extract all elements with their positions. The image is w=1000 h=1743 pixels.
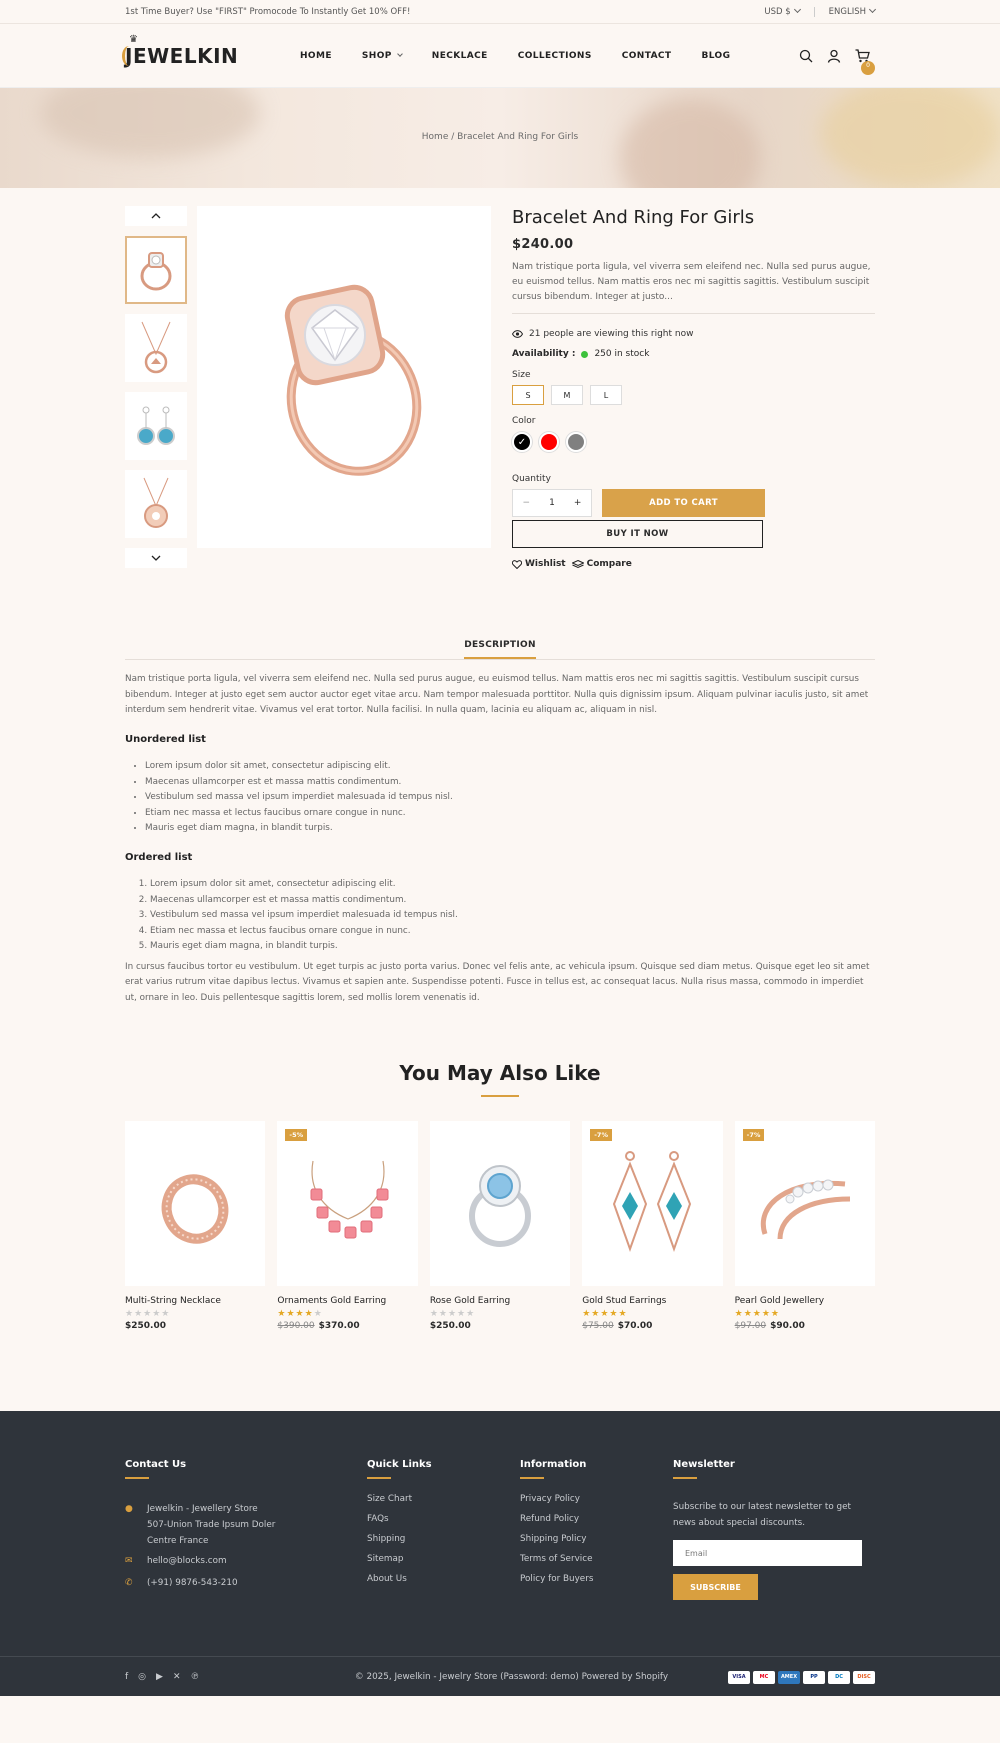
- footer: [0, 1411, 1000, 1696]
- product-card-image[interactable]: [277, 1121, 417, 1286]
- subscribe-button[interactable]: SUBSCRIBE: [673, 1574, 758, 1600]
- promo-text: 1st Time Buyer? Use "FIRST" Promocode To Instantly Get 10% OFF!: [125, 7, 411, 17]
- color-swatch-gray[interactable]: [566, 432, 586, 452]
- viewers-notice: 21 people are viewing this right now: [512, 329, 875, 339]
- footer-quick-links: [367, 1459, 520, 1600]
- product-card-image[interactable]: [430, 1121, 570, 1286]
- size-option-m[interactable]: M: [551, 385, 583, 405]
- thumbs-down-button[interactable]: [125, 548, 187, 568]
- product-card-image[interactable]: [582, 1121, 722, 1286]
- footer-link[interactable]: Shipping: [367, 1534, 406, 1544]
- search-icon[interactable]: [799, 49, 813, 63]
- list-item: • Lorem ipsum dolor sit amet, consectetur adipiscing elit.: [145, 759, 875, 775]
- copyright-text: © 2025, Jewelkin - Jewelry Store (Password: demo) Powered by Shopify: [354, 1672, 669, 1682]
- product-info: [512, 206, 875, 569]
- footer-heading: Newsletter: [673, 1459, 735, 1470]
- nav-necklace[interactable]: NECKLACE: [431, 51, 488, 61]
- product-price: $240.00: [512, 237, 574, 252]
- availability: Availability : 250 in stock: [512, 349, 650, 359]
- description-content: [125, 672, 875, 1006]
- product-card[interactable]: [582, 1121, 722, 1331]
- list-item: 5. Mauris eget diam magna, in blandit turpis.: [150, 939, 875, 955]
- footer-link[interactable]: Sitemap: [367, 1554, 404, 1564]
- footer-heading: Information: [520, 1459, 587, 1470]
- currency-selector[interactable]: USD $: [764, 7, 799, 17]
- list-item: • Vestibulum sed massa vel ipsum imperdiet malesuada id tempus nisl.: [145, 790, 875, 806]
- rating-stars: [430, 1309, 570, 1319]
- nav-shop[interactable]: SHOP: [362, 51, 402, 61]
- product-section: [125, 206, 875, 569]
- star-icon: ★★★★★: [734, 1309, 780, 1319]
- instagram-icon[interactable]: ◎: [138, 1672, 147, 1682]
- product-title: Bracelet And Ring For Girls: [512, 207, 755, 228]
- related-title: You May Also Like: [399, 1061, 601, 1085]
- thumbnail-ring[interactable]: [125, 236, 187, 304]
- product-card-price: $75.00 $70.00: [582, 1321, 653, 1331]
- size-option-l[interactable]: L: [590, 385, 622, 405]
- chevron-down-icon: [869, 6, 876, 13]
- footer-link[interactable]: Shipping Policy: [520, 1534, 587, 1544]
- facebook-icon[interactable]: f: [125, 1672, 129, 1682]
- footer-information: [520, 1459, 673, 1600]
- star-icon: ★★★★: [277, 1309, 314, 1319]
- footer-link[interactable]: About Us: [367, 1574, 407, 1584]
- unordered-list-heading: Unordered list: [125, 733, 206, 745]
- color-options: [512, 432, 875, 452]
- quantity-input[interactable]: 1: [549, 498, 555, 508]
- thumbs-up-button[interactable]: [125, 206, 187, 226]
- address-line: 507-Union Trade Ipsum Doler: [147, 1520, 276, 1530]
- discount-badge: -7%: [743, 1129, 765, 1141]
- thumbnail-pendant[interactable]: [125, 314, 187, 382]
- product-card-price: $250.00: [125, 1321, 166, 1331]
- mail-icon: ✉: [125, 1556, 133, 1566]
- footer-link[interactable]: FAQs: [367, 1514, 389, 1524]
- product-short-description: Nam tristique porta ligula, vel viverra sem eleifend nec. Nulla sed purus augue, eu euismod tellus. Nam mattis eros nec mi sagittis sagittis. Vestibulum suscipit cursus bibendum. Integer at justo...: [512, 260, 875, 314]
- amex-icon: AMEX: [778, 1671, 800, 1684]
- star-icon: ★★★★★: [125, 1309, 171, 1319]
- breadcrumb-current: Bracelet And Ring For Girls: [457, 132, 579, 142]
- nav-blog[interactable]: BLOG: [701, 51, 731, 61]
- list-item: • Maecenas ullamcorper est et massa mattis condimentum.: [145, 775, 875, 791]
- quantity-label: Quantity: [512, 474, 551, 484]
- user-icon[interactable]: [827, 49, 841, 63]
- footer-link[interactable]: Refund Policy: [520, 1514, 580, 1524]
- cart-icon[interactable]: [855, 49, 870, 69]
- payment-icons: [728, 1671, 875, 1684]
- location-pin-icon: ●: [125, 1504, 133, 1514]
- contact-phone[interactable]: (+91) 9876-543-210: [147, 1578, 238, 1588]
- product-card-name[interactable]: Gold Stud Earrings: [582, 1296, 667, 1306]
- diners-icon: DC: [828, 1671, 850, 1684]
- description-intro: Nam tristique porta ligula, vel viverra sem eleifend nec. Nulla sed purus augue, eu euismod tellus. Nam mattis eros nec mi sagittis sagittis. Vestibulum suscipit cursus bibendum. Integer at justo eget sem auctor auctor eget vitae arcu. Nam tempor malesuada porttitor. Nulla quis dignissim ipsum. Aliquam pulvinar iaculis justo, sit amet interdum sem hendrerit vitae. Vivamus vel erat tortor. Nulla facilisi. In nulla quam, lacinia eu aliquam ac, aliquam in nisl.: [125, 674, 869, 715]
- chevron-down-icon: [151, 555, 161, 561]
- layers-icon: [572, 560, 584, 569]
- product-card[interactable]: [277, 1121, 417, 1331]
- product-card-price: $97.00 $90.00: [734, 1321, 805, 1331]
- rating-stars: [277, 1309, 417, 1319]
- product-card-name[interactable]: Multi-String Necklace: [125, 1296, 221, 1306]
- wishlist-button[interactable]: Wishlist: [512, 559, 566, 569]
- top-bar: [0, 0, 1000, 24]
- thumbnail-earrings[interactable]: [125, 392, 187, 460]
- youtube-icon[interactable]: ▶: [156, 1672, 163, 1682]
- star-icon: ★★★★★: [582, 1309, 628, 1319]
- address-line: Centre France: [147, 1536, 209, 1546]
- product-card[interactable]: [125, 1121, 265, 1331]
- color-swatch-black[interactable]: [512, 432, 532, 452]
- pinterest-icon[interactable]: ℗: [190, 1672, 200, 1682]
- ordered-list: [150, 877, 875, 955]
- unordered-list: [145, 759, 875, 837]
- product-card[interactable]: [430, 1121, 570, 1331]
- thumbnail-gallery: [125, 206, 187, 569]
- product-card-price: $250.00: [429, 1321, 471, 1331]
- chevron-down-icon: [794, 6, 801, 13]
- phone-icon: ✆: [125, 1578, 133, 1588]
- newsletter-text: Subscribe to our latest newsletter to get news about special discounts.: [673, 1502, 851, 1528]
- language-selector[interactable]: ENGLISH: [829, 7, 875, 17]
- x-twitter-icon[interactable]: ✕: [172, 1672, 181, 1682]
- product-tabs: [125, 639, 875, 660]
- in-stock-indicator: [581, 351, 588, 358]
- chevron-up-icon: [151, 213, 161, 219]
- footer-heading: Contact Us: [125, 1459, 187, 1470]
- size-label: Size: [512, 370, 531, 380]
- nav-home[interactable]: HOME: [300, 51, 332, 61]
- footer-newsletter: [673, 1459, 875, 1600]
- ordered-list-heading: Ordered list: [125, 851, 193, 863]
- list-item: • Etiam nec massa et lectus faucibus ornare congue in nunc.: [145, 806, 875, 822]
- tab-description[interactable]: DESCRIPTION: [464, 640, 536, 659]
- buy-now-button[interactable]: BUY IT NOW: [512, 520, 763, 548]
- mastercard-icon: MC: [753, 1671, 775, 1684]
- list-item: 1. Lorem ipsum dolor sit amet, consectetur adipiscing elit.: [150, 877, 875, 893]
- add-to-cart-button[interactable]: ADD TO CART: [602, 489, 765, 517]
- product-card-image[interactable]: [125, 1121, 265, 1286]
- contact-email[interactable]: hello@blocks.com: [147, 1556, 227, 1566]
- logo[interactable]: ♛ JEWELKIN: [125, 44, 300, 68]
- star-icon: ★: [313, 1309, 323, 1319]
- footer-link[interactable]: Size Chart: [367, 1494, 413, 1504]
- breadcrumb-home[interactable]: Home /: [421, 132, 455, 142]
- quantity-plus-button[interactable]: +: [573, 498, 582, 508]
- size-options: [512, 385, 875, 405]
- product-card-price: $390.00 $370.00: [277, 1321, 360, 1331]
- list-item: • Mauris eget diam magna, in blandit turpis.: [145, 821, 875, 837]
- product-card-name[interactable]: Rose Gold Earring: [429, 1296, 511, 1306]
- size-option-s[interactable]: S: [512, 385, 544, 405]
- footer-link[interactable]: Privacy Policy: [520, 1494, 580, 1504]
- eye-icon: [512, 330, 523, 338]
- footer-contact: [125, 1459, 367, 1600]
- nav-collections[interactable]: COLLECTIONS: [517, 51, 592, 61]
- heading-underline: [125, 1477, 149, 1479]
- main-nav: [300, 51, 799, 61]
- address-line: Jewelkin - Jewellery Store: [147, 1504, 258, 1514]
- divider: [814, 7, 815, 17]
- list-item: 2. Maecenas ullamcorper est et massa mattis condimentum.: [150, 893, 875, 909]
- discount-badge: -5%: [285, 1129, 307, 1141]
- heading-underline: [367, 1477, 391, 1479]
- chevron-down-icon: [397, 51, 403, 57]
- list-item: 3. Vestibulum sed massa vel ipsum imperdiet malesuada id tempus nisl.: [150, 908, 875, 924]
- color-swatch-red[interactable]: [539, 432, 559, 452]
- rating-stars: [125, 1309, 265, 1319]
- discover-icon: DISC: [853, 1671, 875, 1684]
- footer-heading: Quick Links: [367, 1459, 432, 1470]
- discount-badge: -7%: [590, 1129, 612, 1141]
- header: [0, 24, 1000, 88]
- rating-stars: [735, 1309, 875, 1319]
- crown-icon: ♛: [129, 34, 139, 45]
- description-outro: In cursus faucibus tortor eu vestibulum. Ut eget turpis ac justo porta varius. Donec vel felis ante, ac vehicula ipsum. Quisque sed diam metus. Quisque eget leo sit amet erat varius rutrum vitae dapibus lectus. Vivamus et sapien ante. Suspendisse potenti. Fusce in tellus est, ac consequat lacus. Nulla risus massa, commodo in imperdiet ut, ornare in leo. Duis pellentesque sagittis lorem, sed mollis lorem venenatis id.: [125, 961, 870, 1003]
- title-underline: [481, 1095, 519, 1097]
- product-card-name[interactable]: Pearl Gold Jewellery: [734, 1296, 825, 1306]
- heart-icon: [512, 560, 522, 569]
- thumbnail-necklace[interactable]: [125, 470, 187, 538]
- paypal-icon: PP: [803, 1671, 825, 1684]
- breadcrumb: [0, 132, 1000, 142]
- main-product-image[interactable]: [197, 206, 491, 548]
- related-products: [125, 1121, 875, 1331]
- color-label: Color: [512, 416, 536, 426]
- page-banner: [0, 88, 1000, 188]
- compare-button[interactable]: Compare: [572, 559, 632, 569]
- product-card-name[interactable]: Ornaments Gold Earring: [277, 1296, 387, 1306]
- star-icon: ★★★★★: [429, 1309, 476, 1319]
- banner-decoration: [620, 98, 760, 188]
- product-card[interactable]: [735, 1121, 875, 1331]
- footer-bottom: [0, 1656, 1000, 1696]
- check-icon: ✓: [517, 436, 527, 448]
- list-item: 4. Etiam nec massa et lectus faucibus ornare congue in nunc.: [150, 924, 875, 940]
- footer-link[interactable]: Policy for Buyers: [520, 1574, 594, 1584]
- quantity-minus-button[interactable]: −: [522, 498, 531, 508]
- stock-count: 250 in stock: [594, 349, 650, 359]
- heading-underline: [520, 1477, 544, 1479]
- heading-underline: [673, 1477, 697, 1479]
- cart-count-badge: 0: [861, 61, 875, 75]
- social-links: [125, 1672, 295, 1682]
- rating-stars: [582, 1309, 722, 1319]
- product-card-image[interactable]: [735, 1121, 875, 1286]
- quantity-stepper: [512, 489, 592, 517]
- nav-contact[interactable]: CONTACT: [621, 51, 672, 61]
- banner-decoration: [40, 88, 260, 158]
- footer-link[interactable]: Terms of Service: [520, 1554, 593, 1564]
- newsletter-email-input[interactable]: Email: [673, 1540, 862, 1566]
- visa-icon: VISA: [728, 1671, 750, 1684]
- moon-icon: [122, 46, 136, 66]
